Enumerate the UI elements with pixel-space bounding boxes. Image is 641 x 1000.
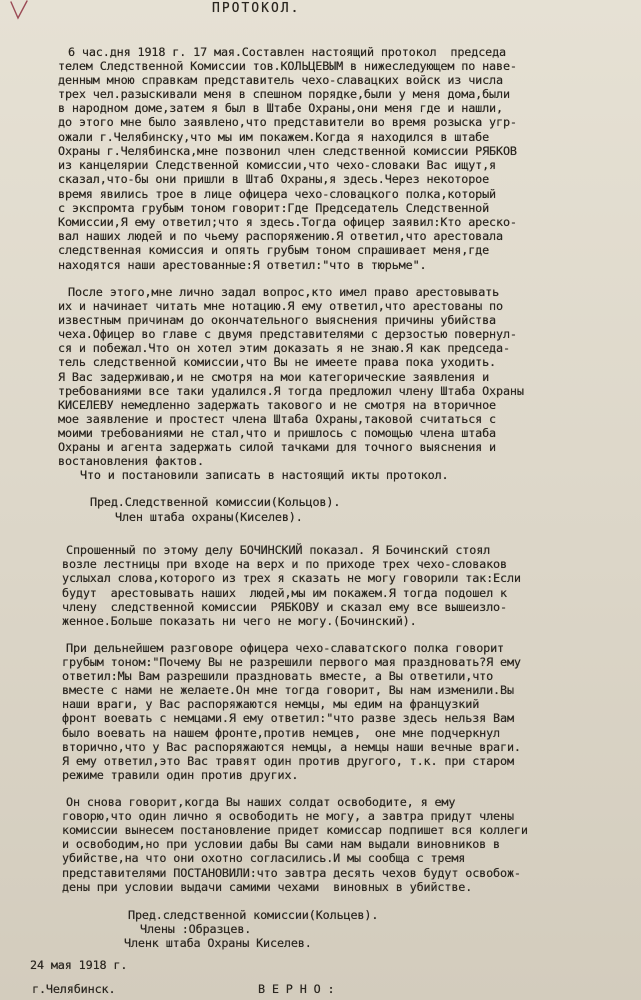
paragraph-free-line: говорю,что один лично я освободить не могу, а завтра придут члены (62, 809, 514, 823)
paragraph-free-line: Он снова говорит,когда Вы наших солдат освободите, я ему (66, 795, 456, 809)
paragraph-conversation-line: грубым тоном:"Почему Вы не разрешили первого мая праздновать?Я ему (62, 655, 521, 669)
paragraph-bochinsky-line: Спрошенный по этому делу БОЧИНСКИЙ показал. Я Бочинский стоял (66, 543, 491, 557)
paragraph-bochinsky-line: члену следственной комиссии РЯБКОВУ и сказал ему все вышеизло- (62, 600, 507, 614)
paragraph-bochinsky-line: услыхал слова,которого из трех я сказать не могу говорили так:Если (62, 571, 521, 585)
paragraph-intro-line: в народном доме,затем я был в Штабе Охраны,они меня где и нашли, (58, 101, 503, 115)
paragraph-intro-line: сказал,что-бы они пришли в Штаб Охраны,я здесь.Через некоторое (58, 172, 490, 186)
signature-block-1-line: Член штаба охраны(Киселев). (115, 510, 303, 524)
paragraph-intro-line: ожали г.Челябинску,что мы им покажем.Когда я находился в штабе (58, 130, 490, 144)
paragraph-after-line: чеха.Офицер во главе с двумя представителями с дерзостью повернул- (58, 327, 517, 341)
paragraph-conversation-line: Я ему ответил,это Вас травят один против другого, т.к. при старом (62, 754, 514, 768)
paragraph-conversation-line: было воевать на нашем фронте,против немцев, оне мне подчеркнул (62, 726, 500, 740)
paragraph-bochinsky-line: возле лестницы при входе на верх и по приходе трех чехо-словаков (62, 557, 507, 571)
paragraph-conversation-line: фронт воевать с немцами.Я ему ответил:"что разве здесь нельзя Вам (62, 711, 514, 725)
document-city: г.Челябинск. (32, 982, 116, 996)
paragraph-free-line: дены при условии выдачи самими чехами виновных в убийстве. (62, 880, 473, 894)
paragraph-intro-line: 6 час.дня 1918 г. 17 мая.Составлен настоящий протокол председа (68, 45, 506, 59)
paragraph-bochinsky-line: будут арестовывать наших людей,мы им покажем.Я тогда подошел к (62, 586, 507, 600)
paragraph-conversation-line: При дельнейшем разговоре офицера чехо-славатского полка говорит (66, 641, 504, 655)
paragraph-after-line: моими требованиями не стал,что и пришлось с помощью члена штаба (58, 426, 496, 440)
paragraph-after-line: тель следственной комиссии,что Вы не имеете права пока уходить. (58, 355, 496, 369)
document-title: ПРОТОКОЛ. (212, 1, 301, 16)
paragraph-after-line: мое заявление и простест члена Штаба Охраны,таковой считаться с (58, 412, 496, 426)
document-date: 24 мая 1918 г. (30, 958, 128, 972)
paragraph-intro-line: из канцелярии Следственной комиссии,что чехо-словаки Вас ищут,я (58, 158, 496, 172)
paragraph-after-line: ся и побежал.Что он хотел этим доказать я не знаю.Я как председа- (58, 341, 510, 355)
paragraph-free-line: комиссии вынесем постановление придет комиссар подпишет вся коллеги (62, 823, 528, 837)
paragraph-intro-line: находятся наши арестованные:Я ответил:"что в тюрьме". (58, 258, 427, 272)
paragraph-intro-line: вал наших людей и по чьему распоряжению.Я ответил,что арестовала (58, 229, 503, 243)
certified-stamp-text: В Е Р Н О : (258, 982, 335, 996)
paragraph-free-line: и освободим,но при условии дабы Вы сами нам выдали виновников в (62, 837, 500, 851)
paragraph-intro-line: трех чел.разыскивали меня в спешном порядке,были у меня дома,были (58, 87, 510, 101)
signature-block-2-line: Члены :Образцев. (140, 922, 252, 936)
paragraph-conversation-line: вторично,что у Вас распоряжаются немцы, а немцы наши вечные враги. (62, 740, 521, 754)
paragraph-after-line: требованиями все таки удалился.Я тогда предложил члену Штаба Охраны (58, 384, 524, 398)
paragraph-after-line: КИСЕЛЕВУ немедленно задержать такового и не смотря на вторичное (58, 398, 496, 412)
paragraph-intro-line: телем Следственной Комиссии тов.КОЛЬЦЕВЫМ в нижеследующем по наве- (58, 59, 517, 73)
signature-block-2-line: Членк штаба Охраны Киселев. (124, 936, 312, 950)
paragraph-conversation-line: ответил:Мы Вам разрешили праздновать вместе, а Вы ответили,что (62, 669, 494, 683)
paragraph-intro-line: Охраны г.Челябинска,мне позвонил член следственной комиссии РЯБКОВ (58, 144, 517, 158)
paragraph-after-line: После этого,мне лично задал вопрос,кто имел право арестовывать (68, 285, 500, 299)
paragraph-intro-line: с экспромта грубым тоном говорит:Где Председатель Следственной (58, 201, 490, 215)
signature-block-1-line: Пред.Следственной комиссии(Кольцов). (90, 495, 341, 509)
paragraph-after-line: их и начинает читать мне нотацию.Я ему ответил,что арестованы по (58, 299, 503, 313)
paragraph-conversation-line: режиме травили один против других. (62, 768, 299, 782)
paragraph-intro-line: до этого мне было заявлено,что представители во время розыска угр- (58, 115, 517, 129)
paragraph-after-line: Что и постановили записать в настоящий икты протокол. (80, 468, 449, 482)
paragraph-after-line: Я Вас задерживаю,и не смотря на мои категорические заявления и (58, 370, 490, 384)
paragraph-free-line: представителями ПОСТАНОВИЛИ:что завтра десять чехов будут освобож- (62, 866, 521, 880)
paragraph-intro-line: Комиссии,Я ему ответил;что я здесь.Тогда офицер заявил:Кто ареско- (58, 215, 517, 229)
paragraph-intro-line: денным мною справкам представитель чехо-славацких войск из числа (58, 73, 503, 87)
paragraph-free-line: убийстве,на что они охотно согласились.И мы сообща с тремя (62, 851, 466, 865)
paragraph-intro-line: следственная комиссия и опять грубым тоном спрашивает меня,где (58, 243, 490, 257)
paragraph-after-line: Охраны и агента задержать силой тачками для точного выяснения и (58, 440, 496, 454)
paragraph-bochinsky-line: женное.Больше показать ни чего не могу.(Бочинский). (62, 614, 417, 628)
paragraph-after-line: известным причинам до окончательного выяснения причины убийства (58, 313, 496, 327)
signature-block-2-line: Пред.следственной комиссии(Кольцев). (128, 908, 379, 922)
paragraph-conversation-line: наши враги, у Вас распоряжаются немцы, мы едим на французкий (62, 697, 480, 711)
paragraph-intro-line: время явились трое в лице офицера чехо-словацкого полка,который (58, 187, 496, 201)
paragraph-conversation-line: вместе с нами не желаете.Он мне тогда говорит, Вы нам изменили.Вы (62, 683, 514, 697)
paragraph-after-line: востановления фактов. (58, 454, 204, 468)
